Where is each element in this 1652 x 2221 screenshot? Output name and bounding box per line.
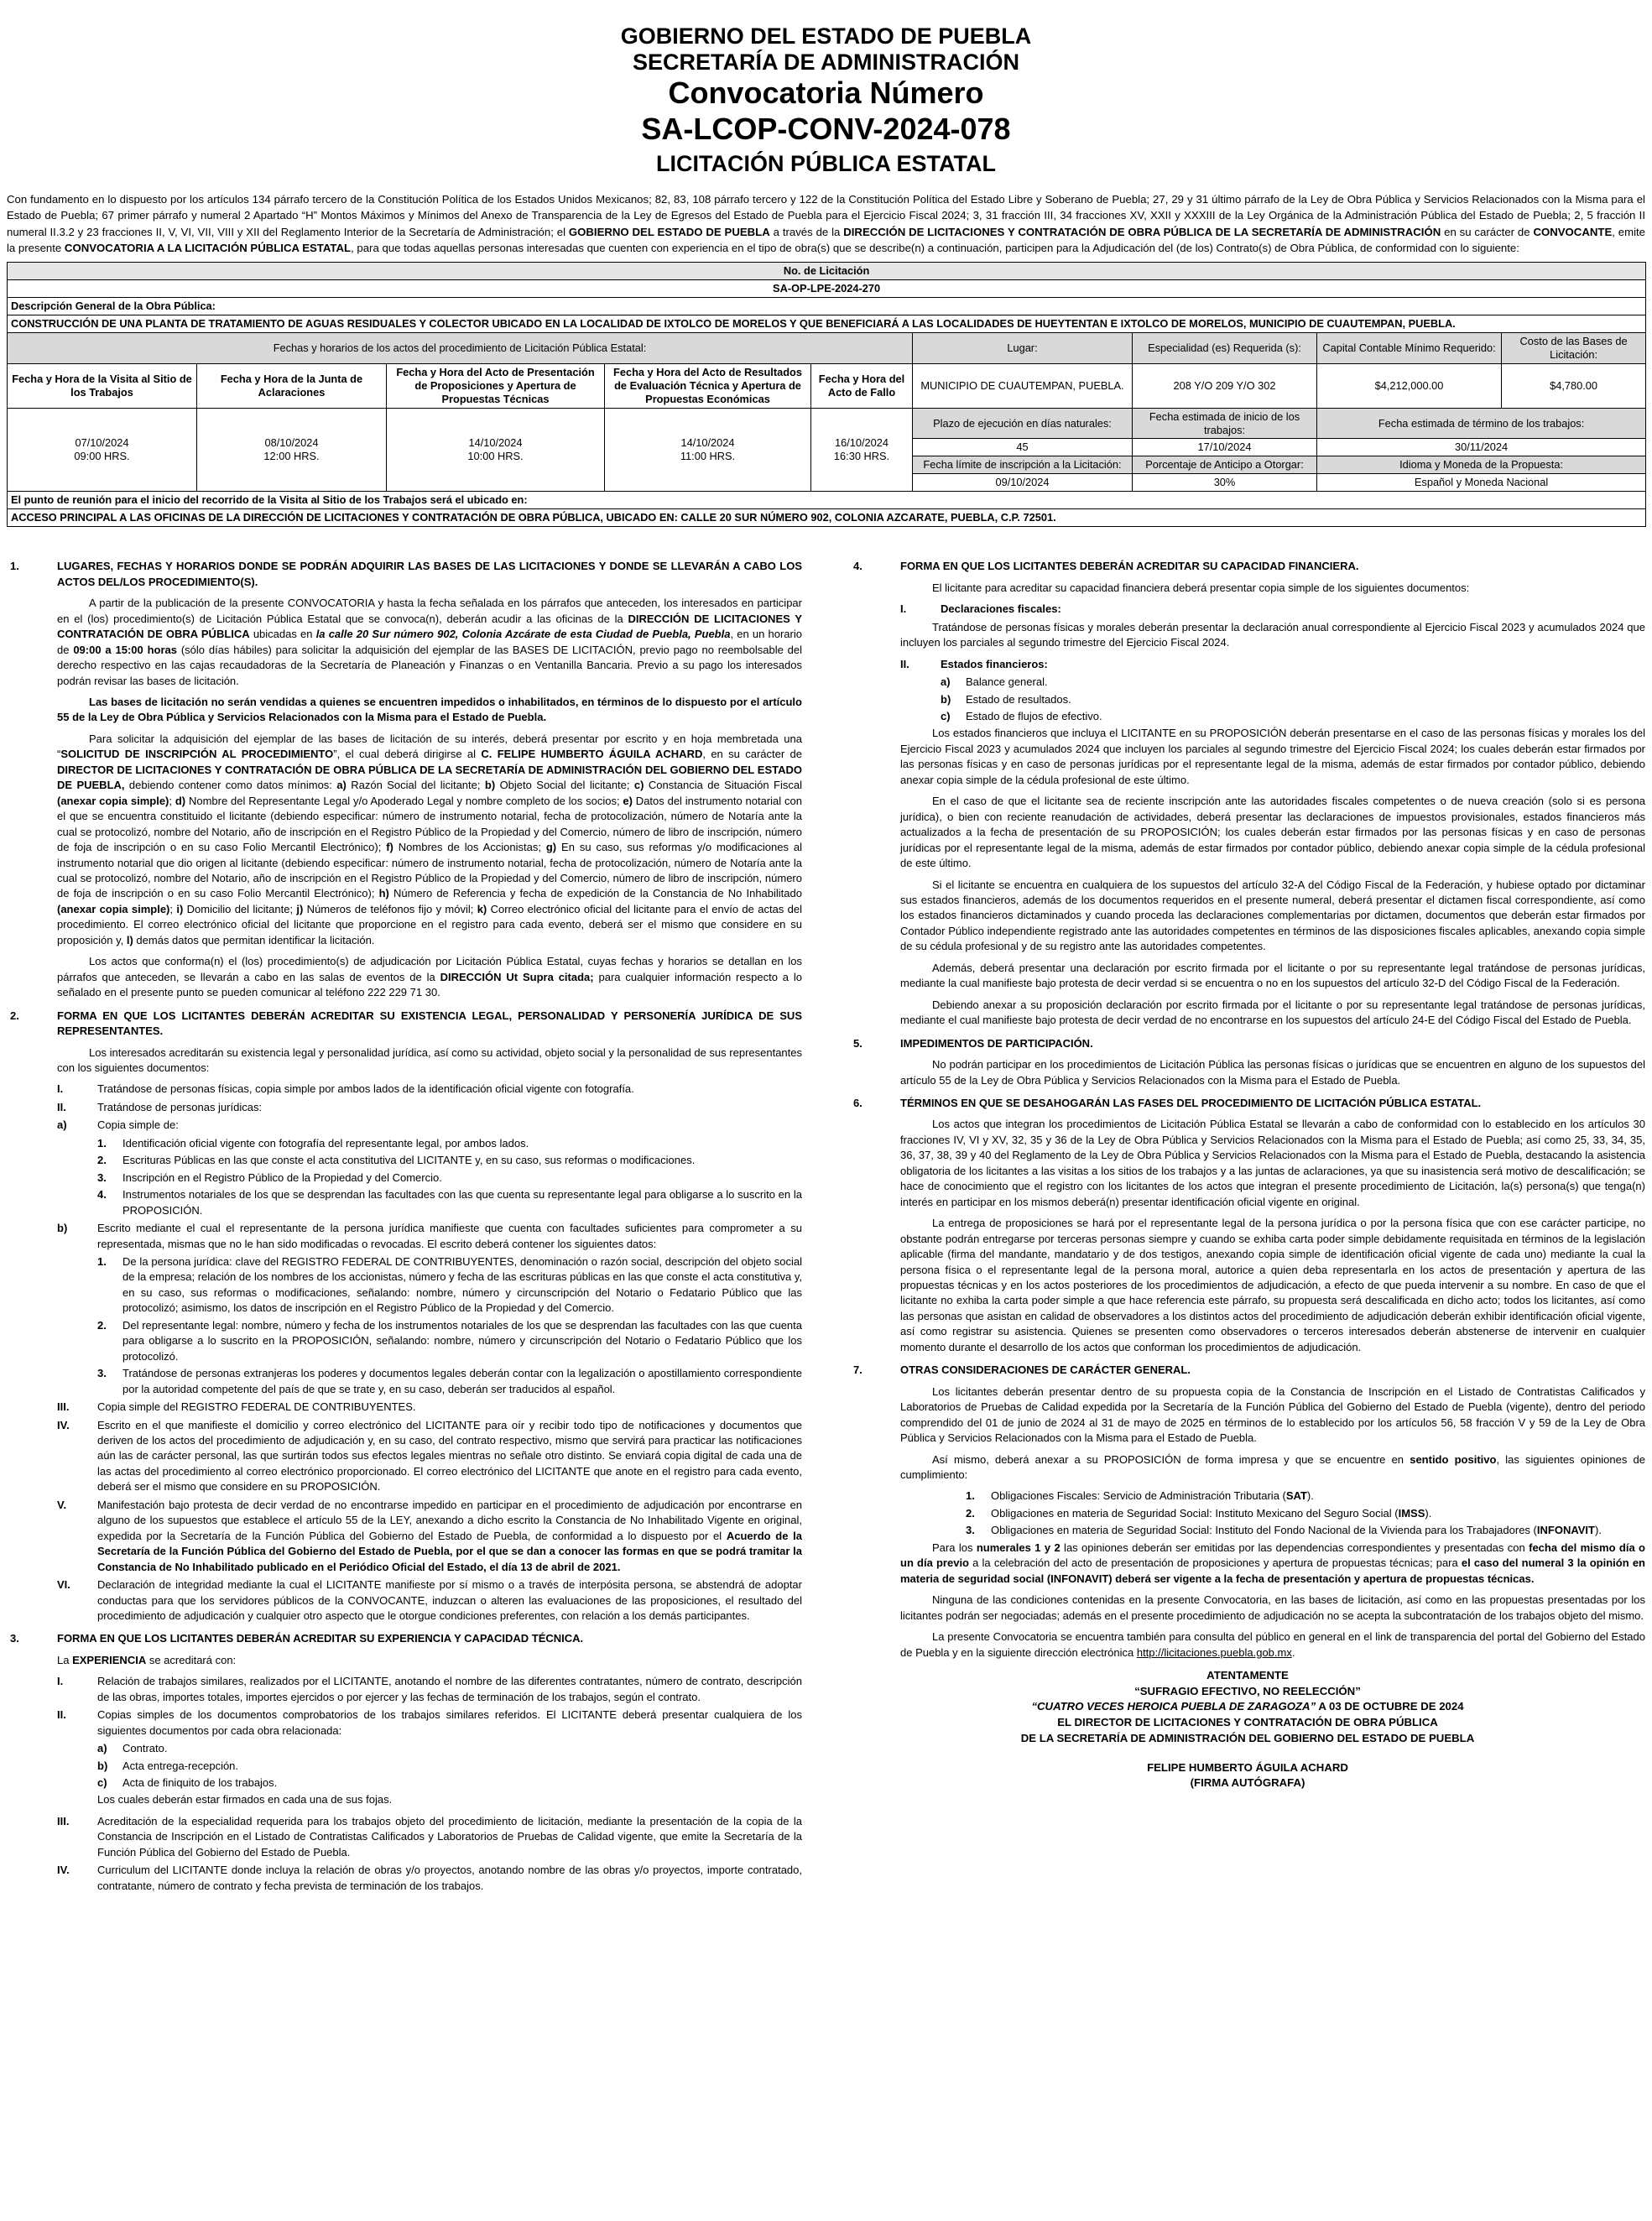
text-run: numerales 1 y 2 [976, 1541, 1061, 1554]
specialty-value: 208 Y/O 209 Y/O 302 [1133, 363, 1317, 408]
text-run: Además, deberá presentar una declaración por escrito firmada por el licitante o por su representante legal tratándose de personas jurídicas, mediante la cual manifieste bajo protesta de decir verdad si se encuentra o no en los supuestos del artículo 32-D del Código Fiscal de la Federación. [900, 961, 1645, 990]
text-run: en su carácter de [1441, 225, 1534, 238]
language-label: Idioma y Moneda de la Propuesta: [1317, 456, 1646, 474]
paragraph [57, 596, 802, 689]
text-run: Los cuales deberán estar firmados en cada una de sus fojas. [97, 1793, 393, 1807]
list-marker: I. [57, 1082, 64, 1096]
list-marker: 4. [97, 1188, 107, 1202]
section-6 [850, 1096, 1645, 1355]
list-marker: 2. [97, 1154, 107, 1167]
list-marker: a) [941, 675, 951, 689]
capital-value: $4,212,000.00 [1317, 363, 1502, 408]
text-run: j) [296, 902, 304, 915]
text-run: A partir de la publicación de la presente CONVOCATORIA y hasta la fecha señalada en los párrafos que anteceden, los interesados en participar en el (los) procedimiento(s) de Licitación Pública Estatal que se convoca(n), deberán acudir a las oficinas de la [57, 597, 802, 625]
text-run: Para los [932, 1541, 977, 1554]
text-run: Si el licitante se encuentra en cualquiera de los supuestos del artículo 32-A del Código Fiscal de la Federación, y hubiese optado por dictaminar sus estados financieros, además de los documentos requeridos en el presente numeral, deberá presentar el dictamen fiscal correspondiente, así como los estados financieros dictaminados y cuando proceda las declaraciones complementarias por dictamen, documentos que deberán estar firmados por Contador Público independiente registrado ante las autoridades competentes en términos de las disposiciones fiscales aplicables, anexando copia simple de su cédula profesional y de su registro ante las autoridades competentes. [900, 878, 1645, 953]
capital-label: Capital Contable Mínimo Requerido: [1317, 332, 1502, 363]
list-marker: II. [900, 657, 909, 670]
paragraph [57, 954, 802, 1000]
signature-closing: ATENTAMENTE [1206, 1668, 1289, 1681]
tender-number: SA-OP-LPE-2024-270 [8, 279, 1646, 297]
list-item [57, 1674, 802, 1705]
clarifications-header: Fecha y Hora de la Junta de Aclaraciones [197, 363, 387, 408]
sub-list [941, 675, 1645, 724]
list-marker: 3. [97, 1367, 107, 1380]
text-run: Acuerdo de la Secretaría de la Función Pública del Gobierno del Estado de Puebla, por el que se dan a conocer las formas en que se podrá tramitar la Constancia de No Inhabilitado publicado en el Periódico Oficial del Estado, el día 13 de abril de 2021. [97, 1529, 803, 1573]
list-marker: b) [941, 692, 951, 706]
list-item [57, 1418, 802, 1495]
list-item [97, 1153, 802, 1168]
meeting-point-address: ACCESO PRINCIPAL A LAS OFICINAS DE LA DIRECCIÓN DE LICITACIONES Y CONTRATACIÓN DE OBRA PÚBLICA, UBICADO EN: CALLE 20 SUR NÚMERO 902, COLONIA AZCARATE, PUEBLA, C.P. 72501. [8, 509, 1646, 527]
list-marker: VI. [57, 1578, 70, 1592]
paragraph [900, 1452, 1645, 1483]
list-marker: 1. [97, 1254, 107, 1268]
term-label: Plazo de ejecución en días naturales: [913, 408, 1133, 439]
paragraph [57, 732, 802, 948]
text-run: Relación de trabajos similares, realizados por el LICITANTE, anotando el nombre de las diferentes contratantes, número de contrato, descripción de las obras, importes totales, importes ejercidos o por ejercer y las fechas de terminación de los trabajos, según el contrato. [97, 1675, 802, 1703]
text-run: Ninguna de las condiciones contenidas en la presente Convocatoria, en las bases de licitación, así como en las propuestas presentadas por los licitantes podrán ser negociadas; además en el presente procedimiento de adjudicación no se acepta la subcontratación de los trabajos objeto del mismo. [900, 1593, 1645, 1622]
text-run: h) [378, 887, 389, 900]
ruling-header: Fecha y Hora del Acto de Fallo [811, 363, 913, 408]
text-run: debiendo contener como datos mínimos: [124, 779, 337, 792]
text-run: CONVOCANTE [1533, 225, 1613, 238]
evaluation-header: Fecha y Hora del Acto de Resultados de Evaluación Técnica y Apertura de Propuestas Económicas [605, 363, 811, 408]
list-marker: 3. [966, 1524, 975, 1537]
list-item [941, 692, 1645, 707]
list-item [900, 657, 1645, 672]
text-run: Números de teléfonos fijo y móvil; [303, 902, 477, 915]
text-run: se acreditará con: [146, 1653, 237, 1666]
list-marker: b) [97, 1759, 108, 1772]
text-run: Tratándose de personas extranjeras los poderes y documentos legales deberán contar con la legalización o apostillamiento correspondiente por la autoridad competente del país de que se trate y, en su caso, deberán ser traducidos al español. [122, 1367, 802, 1395]
text-run: Nombres de los Accionistas; [393, 841, 546, 854]
list-item [97, 1136, 802, 1151]
paragraph [900, 1541, 1645, 1587]
section-heading: LUGARES, FECHAS Y HORARIOS DONDE SE PODRÁN ADQUIRIR LAS BASES DE LAS LICITACIONES Y DONDE SE LLEVARÁN A CABO LOS ACTOS DEL/LOS PROCEDIMIENTO(S). [57, 560, 802, 588]
list-item [941, 675, 1645, 690]
paragraph [900, 1216, 1645, 1355]
tender-number-label: No. de Licitación [8, 262, 1646, 279]
list-item [97, 1187, 802, 1218]
text-run: demás datos que permitan identificar la licitación. [133, 933, 375, 946]
section-4 [850, 559, 1645, 1028]
text-run: para cualquier información respecto a lo señalado en el presente punto se pueden comunicar al teléfono 222 229 71 30. [57, 970, 803, 999]
text-run: Manifestación bajo protesta de decir verdad de no encontrarse impedido en participar en el procedimiento de adjudicación por encontrarse en alguno de los supuestos que establece el artículo 55 de la LEY, anexando a dicho escrito la Constancia de No Inhabilitado Vigente en original, expedida por la Secretaría de la Función Pública del Gobierno del Estado de Puebla, de conformidad a lo dispuesto por el [97, 1498, 802, 1542]
text-run: INFONAVIT [1536, 1524, 1595, 1537]
list-item [57, 1814, 802, 1860]
paragraph [57, 1653, 802, 1668]
text-run: La entrega de proposiciones se hará por el representante legal de la persona jurídica o por la persona física que con ese carácter participe, no obstante podrán entregarse por terceras personas siempre y cuando se exhiba carta poder simple debidamente requisitada en términos de la legislación aplicable (firma del mandante, mandatario y de dos testigos, anexando copia simple de identificación oficial vigente de cada uno) mediante la cual la persona física o el representante legal de la persona moral, autorice a quien deba representarla en los actos de presentación y apertura de las propuestas técnicas y en los actos posteriores de los procedimientos de adjudicación, a efecto de que pueda intervenir a su nombre. En caso de que el licitante no exhiba la carta poder simple a que hace referencia este párrafo, su propuesta será descalificada en dicho acto; todos los licitantes, así como las personas que asistan en calidad de observadores a los distintos actos del procedimiento de adjudicación deberán exhibir identificación oficial vigente, así como registrar su asistencia. Quienes se presenten como observadores o terceros interesados deberán abstenerse de intervenir en cualquier momento durante el desarrollo de los actos que conforman los procedimientos de adjudicación. [900, 1217, 1645, 1353]
paragraph [900, 1593, 1645, 1624]
text-run: ubicadas en [249, 628, 316, 641]
list-item [966, 1506, 1645, 1521]
tender-table [7, 262, 1646, 528]
text-run: k) [477, 902, 487, 915]
section-number: 2. [10, 1009, 19, 1022]
list-marker: 2. [966, 1506, 975, 1520]
paragraph [900, 1117, 1645, 1210]
text-run: l) [126, 933, 133, 946]
paragraph [900, 1629, 1645, 1661]
text-run: Domicilio del licitante; [183, 902, 297, 915]
sub-list [966, 1488, 1645, 1538]
text-run: Constancia de Situación Fiscal [644, 779, 802, 792]
list-marker: c) [941, 710, 951, 723]
paragraph [97, 1792, 802, 1807]
text-run: el caso del numeral 3 la opinión en materia de seguridad social (INFONAVIT) deberá ser vigente a la fecha de presentación y apertura de propuestas técnicas. [900, 1556, 1645, 1585]
presentation-header: Fecha y Hora del Acto de Presentación de Proposiciones y Apertura de Propuestas Técnicas [387, 363, 605, 408]
text-run: Inscripción en el Registro Público de la Propiedad y del Comercio. [122, 1170, 442, 1184]
section-2 [7, 1009, 802, 1624]
list-item [57, 1082, 802, 1097]
signature-date: A 03 DE OCTUBRE DE 2024 [1316, 1700, 1464, 1713]
text-run: c) [633, 779, 644, 792]
text-run: Los estados financieros que incluya el LICITANTE en su PROPOSICIÓN deberán presentarse en el caso de las personas físicas y morales los del Ejercicio Fiscal 2023 y acumulados 2024 que incluyen los parciales al segundo trimestre del Ejercicio Fiscal 2024; los cuales deberán estar firmados por las personas físicas y en caso de personas jurídicas por el representante legal de la misma, además de estar firmados por contador público, debiendo anexar copia simple de la cédula profesional de este último. [900, 727, 1645, 786]
section-number: 6. [853, 1097, 862, 1109]
text-run: ). [1306, 1489, 1314, 1503]
registration-deadline-value: 09/10/2024 [913, 474, 1133, 492]
site-visit-date: 07/10/2024 09:00 HRS. [8, 408, 197, 492]
section-number: 1. [10, 560, 19, 573]
body-columns [7, 559, 1645, 1901]
text-run: Así mismo, deberá anexar a su PROPOSICIÓN de forma impresa y que se encuentre en [932, 1452, 1410, 1466]
signature-place-date [850, 1699, 1645, 1715]
text-run: la calle 20 Sur número 902, Colonia Azcárate de esta Ciudad de Puebla, Puebla [315, 628, 731, 641]
section-heading: OTRAS CONSIDERACIONES DE CARÁCTER GENERAL. [900, 1363, 1191, 1377]
document-header [7, 0, 1645, 181]
clarifications-date: 08/10/2024 12:00 HRS. [197, 408, 387, 492]
text-run: Copias simples de los documentos comprobatorios de los trabajos similares referidos. El LICITANTE deberá presentar cualquiera de los siguientes documentos por cada obra relacionada: [97, 1708, 802, 1737]
text-run: Correo electrónico oficial del licitante para el envío de actas del procedimiento. El correo electrónico oficial del licitante que proporcione en el registro para cada evento, deberá ser el mismo que considere en su proposición y, [57, 902, 802, 946]
text-run: Obligaciones en materia de Seguridad Social: Instituto del Fondo Nacional de la Vivienda para los Trabajadores ( [991, 1524, 1537, 1537]
text-run: ; [169, 902, 177, 915]
section-3 [7, 1631, 802, 1894]
list-marker: 2. [97, 1318, 107, 1332]
list-marker: I. [900, 602, 907, 616]
site-visit-header: Fecha y Hora de la Visita al Sitio de los Trabajos [8, 363, 197, 408]
text-run: No podrán participar en los procedimientos de Licitación Pública las personas físicas o jurídicas que se encuentren en alguno de los supuestos del artículo 55 de la Ley de Obra Pública y Servicios Relacionados con la Misma para el Estado de Puebla. [900, 1058, 1645, 1087]
paragraph [900, 1057, 1645, 1088]
paragraph [900, 1384, 1645, 1447]
signature-block [850, 1668, 1645, 1791]
section-number: 7. [853, 1363, 862, 1377]
presentation-date: 14/10/2024 10:00 HRS. [387, 408, 605, 492]
text-run: Los actos que conforma(n) el (los) procedimiento(s) de adjudicación por Licitación Pública Estatal, cuyas fechas y horarios se detallan en los párrafos que anteceden, se llevarán a cabo en las salas de eventos de la [57, 955, 802, 983]
text-run: DIRECCIÓN DE LICITACIONES Y CONTRATACIÓN DE OBRA PÚBLICA [57, 612, 802, 641]
schedule-label: Fechas y horarios de los actos del procedimiento de Licitación Pública Estatal: [8, 332, 913, 363]
advance-label: Porcentaje de Anticipo a Otorgar: [1133, 456, 1317, 474]
paragraph [900, 726, 1645, 788]
text-run: b) [484, 779, 496, 792]
section-heading: TÉRMINOS EN QUE SE DESAHOGARÁN LAS FASES DEL PROCEDIMIENTO DE LICITACIÓN PÚBLICA ESTATAL. [900, 1097, 1482, 1109]
government-name: GOBIERNO DEL ESTADO DE PUEBLA [620, 23, 1032, 49]
list-marker: 3. [97, 1170, 107, 1184]
list-item [57, 1118, 802, 1133]
list-item [97, 1775, 802, 1791]
text-run: Acta de finiquito de los trabajos. [122, 1776, 278, 1790]
paragraph [900, 998, 1645, 1029]
sub-list [97, 1254, 802, 1397]
text-run: . [1291, 1645, 1295, 1659]
paragraph [900, 961, 1645, 992]
section-heading: FORMA EN QUE LOS LICITANTES DEBERÁN ACREDITAR SU CAPACIDAD FINANCIERA. [900, 560, 1359, 573]
ruling-date: 16/10/2024 16:30 HRS. [811, 408, 913, 492]
text-run: La [57, 1653, 73, 1666]
section-number: 5. [853, 1036, 862, 1050]
left-column [7, 559, 802, 1901]
specialty-label: Especialidad (es) Requerida (s): [1133, 332, 1317, 363]
text-run: Nombre del Representante Legal y/o Apoderado Legal y nombre completo de los socios; [185, 794, 623, 807]
section-1 [7, 559, 802, 1000]
text-run: DIRECCIÓN Ut Supra citada; [440, 970, 594, 983]
list-item [57, 1100, 802, 1115]
text-run: CONVOCATORIA A LA LICITACIÓN PÚBLICA ESTATAL [64, 242, 352, 255]
text-run: Balance general. [966, 675, 1048, 689]
paragraph [900, 581, 1645, 596]
text-run: Tratándose de personas físicas, copia simple por ambos lados de la identificación oficial vigente con fotografía. [97, 1082, 634, 1096]
list-marker: II. [57, 1100, 66, 1113]
text-run: Los interesados acreditarán su existencia legal y personalidad jurídica, así como su actividad, objeto social y la personalidad de sus representantes con los siguientes documentos: [57, 1045, 802, 1074]
text-run: ). [1425, 1506, 1432, 1520]
right-sections [850, 559, 1645, 1661]
cost-value: $4,780.00 [1502, 363, 1646, 408]
list-item [57, 1863, 802, 1894]
text-run: Del representante legal: nombre, número y fecha de los instrumentos notariales de los que se desprendan las facultades con las que cuenta para obligarse a lo suscrito en la PROPOSICIÓN, señalando: nombre, número y circunscripción del Notario o Fedatario Público que los protocolizó. [122, 1318, 802, 1363]
cost-label: Costo de las Bases de Licitación: [1502, 332, 1646, 363]
text-run: Objeto Social del licitante; [495, 779, 634, 792]
term-value: 45 [913, 439, 1133, 456]
text-run: a la celebración del acto de presentación de proposiciones y apertura de propuestas técnicas; para [969, 1556, 1462, 1570]
start-date-label: Fecha estimada de inicio de los trabajos: [1133, 408, 1317, 439]
text-run: a) [336, 779, 347, 792]
start-date-value: 17/10/2024 [1133, 439, 1317, 456]
text-run: DIRECCIÓN DE LICITACIONES Y CONTRATACIÓN DE OBRA PÚBLICA DE LA SECRETARÍA DE ADMINISTRACIÓN [843, 225, 1441, 238]
sub-list [97, 1136, 802, 1218]
text-run: SOLICITUD DE INSCRIPCIÓN AL PROCEDIMIENTO [60, 748, 334, 761]
text-run: , las siguientes opiniones de cumplimiento: [900, 1452, 1646, 1481]
text-run: ; [169, 794, 175, 807]
text-run: e) [623, 794, 633, 807]
signature-title-2: DE LA SECRETARÍA DE ADMINISTRACIÓN DEL GOBIERNO DEL ESTADO DE PUEBLA [1020, 1731, 1475, 1744]
text-run: , emite la presente [7, 225, 1646, 255]
list-item [97, 1318, 802, 1364]
text-run: Acreditación de la especialidad requerida para los trabajos objeto del procedimiento de licitación, mediante la presentación de la copia de la Constancia de Inscripción en el Listado de Contratistas Calificados y Laboratorios de Pruebas de Calidad vigente, que emite la Secretaría de la Función Pública del Gobierno del Estado de Puebla. [97, 1814, 802, 1859]
language-value: Español y Moneda Nacional [1317, 474, 1646, 492]
text-run: g) [545, 841, 557, 854]
signature-note: (FIRMA AUTÓGRAFA) [1190, 1776, 1305, 1790]
list-item [966, 1488, 1645, 1504]
notice-number: SA-LCOP-CONV-2024-078 [641, 111, 1011, 146]
text-run: ”, el cual deberá dirigirse al [333, 748, 482, 761]
text-run: (sólo días hábiles) para solicitar la adquisición del ejemplar de las BASES DE LICITACIÓN, previo pago no reembolsable del derecho respectivo en las cajas recaudadoras de la Secretaría de Planeación y Finanzas o en Ventanilla Bancaria. Previo a su pago los interesados podrán revisar las bases de licitación. [57, 643, 803, 687]
text-run: Escrito en el que manifieste el domicilio y correo electrónico del LICITANTE para oír y recibir todo tipo de notificaciones y documentos que deriven de los actos del procedimiento de adjudicación y, en su caso, del contrato respectivo, mismo que servirá para practicar las notificaciones aún las de carácter personal, las que surtirán todos sus efectos legales mientras no señale otro distinto. Se enviará copia digital de cada una de las actas del procedimiento al correo electrónico proporcionado. El correo electrónico del LICITANTE que anote en el registro para cada evento, deberá ser el mismo que considere en su PROPOSICIÓN. [97, 1418, 802, 1494]
text-run: Copia simple del REGISTRO FEDERAL DE CONTRIBUYENTES. [97, 1400, 416, 1414]
text-run: Curriculum del LICITANTE donde incluya la relación de obras y/o proyectos, anotando nombre de las obras y/o proyectos, importe contratado, contratante, número de contrato y fecha prevista de terminación de los trabajos. [97, 1864, 802, 1892]
end-date-value: 30/11/2024 [1317, 439, 1646, 456]
text-run: Instrumentos notariales de los que se desprendan las facultades con las que cuenta su representante legal para obligarse a lo suscrito en la PROPOSICIÓN. [122, 1188, 802, 1217]
list-marker: b) [57, 1222, 68, 1235]
text-run: Escrito mediante el cual el representante de la persona jurídica manifieste que cuenta con facultades suficientes para comprometer a su representada, mismas que no le han sido modificadas o revocadas. El escrito deberá contener los siguientes datos: [97, 1222, 802, 1250]
text-run: De la persona jurídica: clave del REGISTRO FEDERAL DE CONTRIBUYENTES, denominación o razón social, descripción del objeto social de la empresa; relación de los nombres de los accionistas, número y fecha de las escrituras públicas en las que conste el acta constitutiva y, en su caso, sus reformas o modificaciones, señalando: nombre, número y circunscripción del Notario o Fedatario Público que las protocolizó; asimismo, los datos de inscripción en el Registro Público de la Propiedad y del Comercio. [122, 1254, 802, 1315]
text-run: d) [175, 794, 186, 807]
list-marker: 1. [966, 1489, 975, 1503]
text-run: El licitante para acreditar su capacidad financiera deberá presentar copia simple de los siguientes documentos: [932, 581, 1470, 594]
evaluation-date: 14/10/2024 11:00 HRS. [605, 408, 811, 492]
secretariat-name: SECRETARÍA DE ADMINISTRACIÓN [632, 50, 1019, 76]
text-run: las opiniones deberán ser emitidas por las dependencias correspondientes y presentadas con [1060, 1541, 1530, 1554]
text-run: Obligaciones en materia de Seguridad Social: Instituto Mexicano del Seguro Social ( [991, 1506, 1399, 1520]
transparency-link[interactable]: http://licitaciones.puebla.gob.mx [1136, 1645, 1292, 1659]
section-number: 3. [10, 1632, 19, 1645]
text-run: C. FELIPE HUMBERTO ÁGUILA ACHARD [481, 748, 703, 761]
text-run: Datos del instrumento notarial con el que se encuentra constituido el licitante (debiendo especificar: número de instrumento notarial, fecha de protocolización, número de Notaría ante la cual se protocolizó, nombre del Notario, año de inscripción en el Registro Público de la Propiedad y del Comercio, número de libro de inscripción, número de foja de inscripción o en su caso Folio Mercantil Electrónico); [57, 794, 802, 854]
text-run: , para que todas aquellas personas interesadas que cuenten con experiencia en el tipo de obra(s) que se describe(n) a continuación, participen para la Adjudicación del (de los) Contrato(s) de Obra Pública, de conformidad con lo siguiente: [351, 242, 1519, 255]
text-run: sentido positivo [1410, 1452, 1497, 1466]
text-run: (anexar copia simple) [57, 794, 169, 807]
section-heading: IMPEDIMENTOS DE PARTICIPACIÓN. [900, 1036, 1093, 1050]
text-run: Los licitantes deberán presentar dentro de su propuesta copia de la Constancia de Inscripción en el Listado de Contratistas Calificados y Laboratorios de Pruebas de Calidad expedida por la Secretaría de la Función Pública del Gobierno del Estado de Puebla (vigente), dentro del periodo comprendido del 01 de junio de 2024 al 31 de mayo de 2025 en términos de lo establecido por los artículos 56, 58 fracción V y 59 de la Ley de Obra Pública y Servicios Relacionados con la Misma para el Estado de Puebla. [900, 1384, 1645, 1445]
signature-motto: “SUFRAGIO EFECTIVO, NO REELECCIÓN” [1134, 1684, 1361, 1697]
list-item [57, 1707, 802, 1739]
text-run: Número de Referencia y fecha de expedición de la Constancia de No Inhabilitado [388, 887, 802, 900]
paragraph [900, 620, 1645, 651]
list-item [57, 1400, 802, 1415]
text-run: fecha del mismo día o un día previo [900, 1541, 1645, 1570]
list-item [97, 1366, 802, 1397]
text-run: Estados financieros: [941, 657, 1048, 670]
text-run: a través de la [769, 225, 844, 238]
list-item [97, 1170, 802, 1186]
section-heading: FORMA EN QUE LOS LICITANTES DEBERÁN ACREDITAR SU EXISTENCIA LEGAL, PERSONALIDAD Y PERSONERÍA JURÍDICA DE SUS REPRESENTANTES. [57, 1009, 802, 1038]
section-7 [850, 1363, 1645, 1661]
list-marker: V. [57, 1498, 67, 1511]
work-description-label: Descripción General de la Obra Pública: [8, 297, 1646, 315]
section-5 [850, 1036, 1645, 1088]
text-run: Obligaciones Fiscales: Servicio de Administración Tributaria ( [991, 1489, 1286, 1503]
text-run: La presente Convocatoria se encuentra también para consulta del público en general en el link de transparencia del portal del Gobierno del Estado de Puebla y en la siguiente dirección electrónica [900, 1630, 1645, 1659]
text-run: , en su carácter de [702, 748, 802, 761]
paragraph [57, 1045, 802, 1077]
signature-city: “CUATRO VECES HEROICA PUEBLA DE ZARAGOZA” [1031, 1700, 1316, 1713]
list-item [97, 1759, 802, 1774]
text-run: , en un horario de [57, 628, 802, 656]
text-run: Para solicitar la adquisición del ejemplar de las bases de licitación de su interés, deberá presentar por escrito y en hoja membretada una “ [57, 732, 802, 761]
paragraph [57, 695, 802, 726]
text-run: ). [1594, 1524, 1602, 1537]
text-run: Debiendo anexar a su proposición declaración por escrito firmada por el licitante o por su representante legal tratándose de personas jurídicas, mediante el cual manifieste bajo protesta de decir verdad de no encontrarse en los supuestos del artículo 24-E del Código Fiscal del Estado de Puebla. [900, 998, 1645, 1027]
text-run: SAT [1285, 1489, 1307, 1503]
signature-title-1: EL DIRECTOR DE LICITACIONES Y CONTRATACIÓN DE OBRA PÚBLICA [1057, 1716, 1438, 1729]
paragraph [900, 794, 1645, 871]
end-date-label: Fecha estimada de término de los trabajos: [1317, 408, 1646, 439]
text-run: f) [386, 841, 393, 854]
list-item [97, 1741, 802, 1756]
text-run: (anexar copia simple) [57, 902, 170, 915]
text-run: Declaraciones fiscales: [941, 602, 1061, 616]
list-marker: a) [57, 1118, 67, 1132]
list-item [57, 1221, 802, 1252]
location-value: MUNICIPIO DE CUAUTEMPAN, PUEBLA. [913, 363, 1133, 408]
text-run: Contrato. [122, 1742, 168, 1755]
list-marker: II. [57, 1708, 66, 1722]
list-marker: I. [57, 1675, 64, 1688]
text-run: IMSS [1398, 1506, 1425, 1520]
text-run: Copia simple de: [97, 1118, 179, 1132]
text-run: Las bases de licitación no serán vendidas a quienes se encuentren impedidos o inhabilitados, en términos de lo dispuesto por el artículo 55 de la Ley de Obra Pública y Servicios Relacionados con la Misma para el Estado de Puebla. [57, 696, 802, 724]
list-marker: a) [97, 1742, 107, 1755]
list-marker: IV. [57, 1864, 70, 1877]
text-run: Tratándose de personas jurídicas: [97, 1100, 263, 1113]
text-run: En el caso de que el licitante sea de reciente inscripción ante las autoridades fiscales competentes o de nueva creación (solo si es persona jurídica), o bien con reciente reanudación de actividades, deberá presentar las declaraciones de impuestos provisionales, estados financieros más actualizados a la fecha de presentación de su PROPOSICIÓN; los cuales deberán estar firmados por las personas físicas y en caso de personas jurídicas por el representante legal de la misma, además de estar firmados por contador público, debiendo anexar copia simple de la cédula profesional de este último. [900, 795, 1645, 870]
text-run: Estado de flujos de efectivo. [966, 710, 1102, 723]
text-run: Estado de resultados. [966, 692, 1071, 706]
list-marker: III. [57, 1400, 70, 1414]
list-marker: c) [97, 1776, 107, 1790]
list-marker: 1. [97, 1136, 107, 1150]
text-run: Razón Social del licitante; [346, 779, 485, 792]
text-run: Tratándose de personas físicas y morales deberán presentar la declaración anual correspondiente al Ejercicio Fiscal 2023 y acumulados 2024 que incluyen los parciales al segundo trimestre del Ejercicio Fiscal 2024. [900, 620, 1645, 649]
text-run: Los actos que integran los procedimientos de Licitación Pública Estatal se llevarán a cabo de conformidad con lo establecido en los artículos 30 fracciones IV, VI y XV, 32, 35 y 36 de la Ley de Obra Pública y Servicios Relacionados con la Misma para el Estado de Puebla; así como 25, 33, 34, 35, 36, 37, 38, 39 y 40 del Reglamento de la Ley de Obra Pública y Servicios Relacionados con la Misma para el Estado de Puebla, destacando la asistencia obligatoria de los licitantes a las visitas a los sitios de los trabajos y a las juntas de aclaraciones, ya que su inasistencia será motivo de descalificación; se hace de conocimiento que el registro con los licitantes de los actos que integran el presente procedimiento de Licitación, la(s) persona(s) que tenga(n) interés en participar en los mismos deberá(n) presentar identificación oficial vigente en original. [900, 1118, 1645, 1208]
signatory-name: FELIPE HUMBERTO ÁGUILA ACHARD [1147, 1760, 1348, 1774]
work-description: CONSTRUCCIÓN DE UNA PLANTA DE TRATAMIENTO DE AGUAS RESIDUALES Y COLECTOR UBICADO EN LA LOCALIDAD DE IXTOLCO DE MORELOS Y QUE BENEFICIARÁ A LAS LOCALIDADES DE HUEYTENTAN E IXTOLCO DE MORELOS, MUNICIPIO DE CUAUTEMPAN, PUEBLA. [8, 315, 1646, 332]
list-marker: III. [57, 1814, 70, 1827]
registration-deadline-label: Fecha límite de inscripción a la Licitación: [913, 456, 1133, 474]
text-run: En su caso, sus reformas y/o modificaciones al instrumento notarial que dio origen al licitante (debiendo especificar: número de instrumento notarial, fecha de protocolización, número de Notaría ante la cual se protocolizó, nombre del Notario, año de inscripción en el Registro Público de la Propiedad y del Comercio, número de libro de inscripción, número de foja de inscripción o en su caso Folio Mercantil Electrónico); [57, 841, 802, 900]
list-item [900, 602, 1645, 617]
section-heading: FORMA EN QUE LOS LICITANTES DEBERÁN ACREDITAR SU EXPERIENCIA Y CAPACIDAD TÉCNICA. [57, 1632, 584, 1645]
section-number: 4. [853, 560, 862, 573]
list-item [97, 1254, 802, 1316]
text-run: DIRECTOR DE LICITACIONES Y CONTRATACIÓN DE OBRA PÚBLICA DE LA SECRETARÍA DE ADMINISTRACIÓN DEL GOBIERNO DEL ESTADO DE PUEBLA, [57, 763, 802, 792]
text-run: Escrituras Públicas en las que conste el acta constitutiva del LICITANTE y, en su caso, sus reformas o modificaciones. [122, 1154, 696, 1167]
list-marker: IV. [57, 1418, 70, 1431]
text-run: i) [176, 902, 184, 915]
paragraph [900, 878, 1645, 955]
right-column [850, 559, 1645, 1901]
text-run: EXPERIENCIA [72, 1653, 147, 1666]
text-run: Identificación oficial vigente con fotografía del representante legal, por ambos lados. [122, 1136, 529, 1150]
text-run: GOBIERNO DEL ESTADO DE PUEBLA [568, 225, 770, 238]
notice-type: LICITACIÓN PÚBLICA ESTATAL [656, 151, 996, 177]
text-run: Declaración de integridad mediante la cual el LICITANTE manifieste por sí mismo o a través de interpósita persona, se abstendrá de adoptar conductas para que los servidores públicos de la CONVOCANTE, induzcan o alteren las evaluaciones de las proposiciones, el resultado del procedimiento de adjudicación y cualquier otro aspecto que le otorgue condiciones preferentes, con relación a los demás participantes. [97, 1578, 802, 1622]
text-run: Con fundamento en lo dispuesto por los artículos 134 párrafo tercero de la Constitución Política de los Estados Unidos Mexicanos; 82, 83, 108 párrafo tercero y 122 de la Constitución Política del Estado Libre y Soberano de Puebla; 27, 29 y 31 último párrafo de la Ley de Obra Pública y Servicios Relacionados con la Misma para el Estado de Puebla; 67 primer párrafo y numeral 2 Apartado “H” Montos Máximos y Mínimos del Anexo de Transparencia de la Ley de Egresos del Estado de Puebla para el Ejercicio Fiscal 2024; 3, 31 fracción III, 34 fracciones XV, XXII y XXXIII de la Ley Orgánica de la Administración Pública del Estado de Puebla; 2, 5 fracción II numeral II.3.2 y 23 fracciones II, V, VI, VII, VIII y XII del Reglamento Interior de la Secretaría de Administración; el [7, 192, 1645, 238]
advance-value: 30% [1133, 474, 1317, 492]
list-item [941, 709, 1645, 724]
location-label: Lugar: [913, 332, 1133, 363]
list-item [57, 1498, 802, 1575]
text-run: Acta entrega-recepción. [122, 1759, 239, 1772]
list-item [57, 1577, 802, 1624]
page-title: Convocatoria Número [668, 76, 984, 111]
sub-list [97, 1741, 802, 1791]
meeting-point-label: El punto de reunión para el inicio del recorrido de la Visita al Sitio de los Trabajos será el ubicado en: [8, 492, 1646, 509]
preamble-paragraph [7, 191, 1645, 257]
text-run: 09:00 a 15:00 horas [73, 643, 177, 656]
list-item [966, 1523, 1645, 1538]
